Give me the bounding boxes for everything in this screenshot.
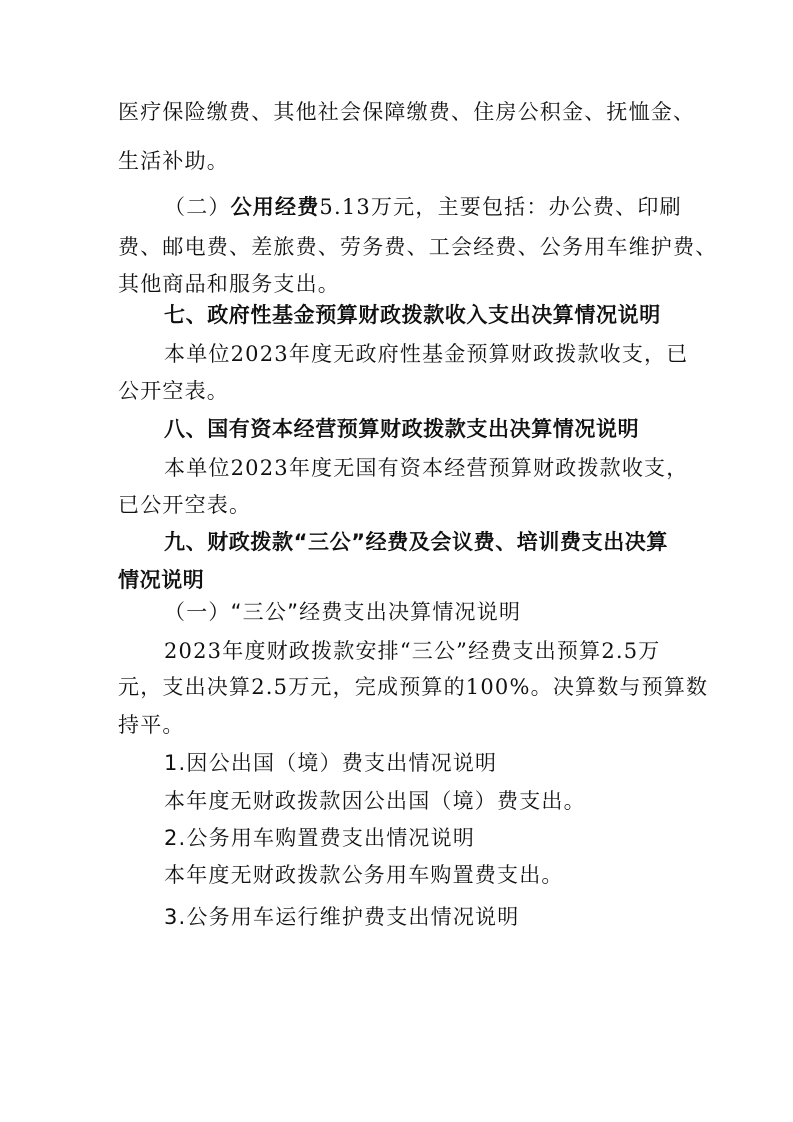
section-heading: 七、政府性基金预算财政拨款收入支出决算情况说明	[164, 303, 661, 327]
paragraph-line: 本单位2023年度无国有资本经营预算财政拨款收支，	[164, 456, 689, 480]
paragraph-line: 已公开空表。	[118, 493, 252, 517]
section-heading: 九、财政拨款“三公”经费及会议费、培训费支出决算	[164, 530, 669, 554]
paragraph-line: 其他商品和服务支出。	[118, 272, 340, 296]
paragraph-line: 费、邮电费、差旅费、劳务费、工会经费、公务用车维护费、	[118, 235, 718, 259]
section-heading: 八、国有资本经营预算财政拨款支出决算情况说明	[164, 417, 640, 441]
paragraph-line	[164, 193, 682, 221]
paragraph-line: 公开空表。	[118, 379, 229, 403]
paragraph-line: 本年度无财政拨款公务用车购置费支出。	[164, 863, 564, 887]
section-term: 公用经费	[230, 195, 320, 219]
subsection-heading: 2.公务用车购置费支出情况说明	[164, 826, 476, 850]
section-number: （二）	[164, 195, 231, 219]
section-heading: 情况说明	[118, 568, 205, 592]
paragraph-line: 医疗保险缴费、其他社会保障缴费、住房公积金、抚恤金、	[118, 100, 696, 124]
paragraph-line: 持平。	[118, 713, 185, 737]
paragraph-line: 2023年度财政拨款安排“三公”经费支出预算2.5万	[164, 639, 661, 663]
paragraph-line: 生活补助。	[118, 149, 229, 173]
paragraph-line: 本单位2023年度无政府性基金预算财政拨款收支，已	[164, 342, 689, 366]
section-text: 5.13万元，主要包括：办公费、印刷	[319, 195, 682, 219]
subsection-heading: （一）“三公”经费支出决算情况说明	[164, 600, 522, 624]
subsection-heading: 3.公务用车运行维护费支出情况说明	[164, 905, 520, 929]
paragraph-line: 元，支出决算2.5万元，完成预算的100%。决算数与预算数	[118, 675, 709, 699]
paragraph-line: 本年度无财政拨款因公出国（境）费支出。	[164, 789, 586, 813]
subsection-heading: 1.因公出国（境）费支出情况说明	[164, 751, 498, 775]
